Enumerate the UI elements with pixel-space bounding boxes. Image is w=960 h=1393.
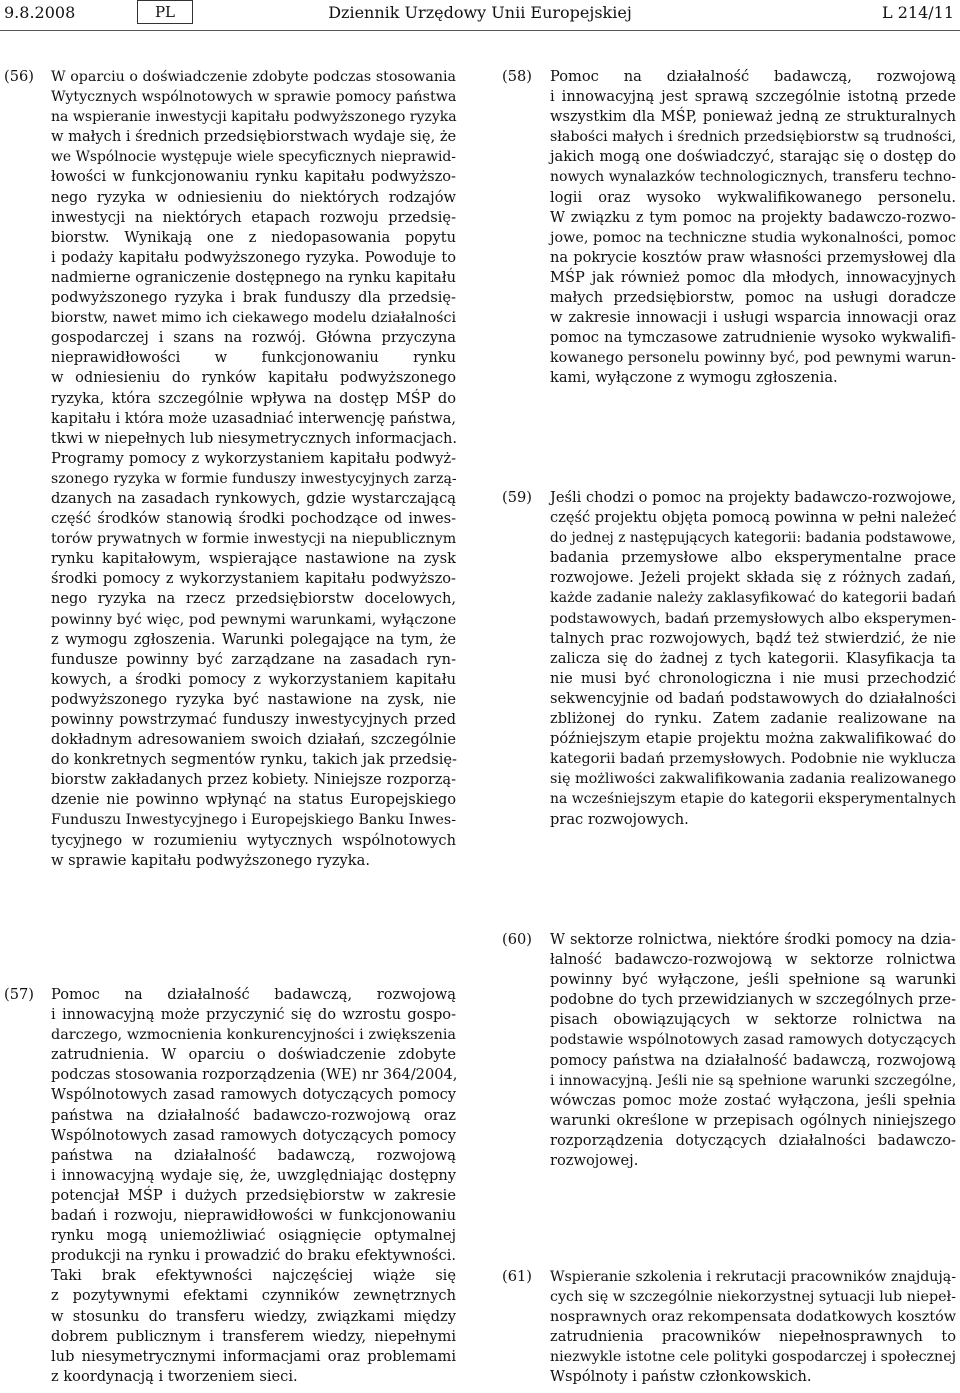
recital-number: (60) <box>502 931 532 948</box>
recital-text <box>550 930 956 1171</box>
text-line: dzenie nie powinno wpłynąć na status Europejskiego <box>51 791 456 809</box>
text-line: zbliżonej do rynku. Zatem zadanie realizowane na <box>550 710 956 728</box>
text-line: do konkretnych segmentów rynku, takich jak przedsię- <box>51 751 457 769</box>
text-line: pomocy państwa na działalność badawczą, rozwojową <box>550 1051 956 1069</box>
text-line: Wspólnotowych zasad ramowych dotyczących pomocy <box>51 1086 456 1104</box>
text-line: Wytycznych wspólnotowych w sprawie pomocy państwa <box>51 89 457 106</box>
text-line: na pokrycie kosztów praw własności przemysłowej dla <box>550 248 956 266</box>
text-line: zatrudnienia. W oparciu o doświadczenie zdobyte <box>51 1046 456 1064</box>
text-line: Funduszu Inwestycyjnego i Europejskiego Banku Inwes- <box>51 812 456 829</box>
text-line: w sprawie kapitału podwyższonego ryzyka. <box>51 851 370 869</box>
text-line: łowości w funkcjonowaniu rynku kapitału podwyższo- <box>51 168 456 186</box>
text-line: podstawowych, badań przemysłowych albo eksperymen- <box>550 610 957 627</box>
text-line: dokładnym adresowaniem swoich działań, szczególnie <box>51 731 456 749</box>
recital-number: (58) <box>502 68 532 85</box>
text-line: rynku kapitałowym, wspierające nastawione na zysk <box>51 550 456 568</box>
text-line: gospodarczej i szans na rozwój. Główna przyczyna <box>51 329 456 347</box>
text-line: i podaży kapitału podwyższonego ryzyka. Powoduje to <box>51 248 456 266</box>
text-line: Wspólnotowych zasad ramowych dotyczących pomocy <box>51 1126 456 1144</box>
text-line: wszystkim dla MŚP, ponieważ jedną ze strukturalnych <box>550 108 956 126</box>
recital-number: (61) <box>502 1268 532 1285</box>
text-line: jowe, pomoc na techniczne studia wykonalności, pomoc <box>550 229 956 246</box>
page-header <box>0 0 960 34</box>
text-line: talnych prac rozwojowych, bądź też stwierdzić, że nie <box>550 629 956 647</box>
text-line: warunki określone w przepisach ogólnych niniejszego <box>550 1111 956 1129</box>
text-line: powinny być wyłączone, jeśli spełnione są warunki <box>550 971 956 989</box>
recital-text <box>550 488 956 830</box>
text-line: potencjał MŚP i dużych przedsiębiorstw w zakresie <box>51 1186 456 1204</box>
text-line: kowanego personelu powinny być, pod pewnymi warun- <box>550 350 956 367</box>
text-line: biorstw. Wynikają one z niedopasowania popytu <box>51 228 456 246</box>
text-line: Pomoc na działalność badawczą, rozwojową <box>51 986 456 1003</box>
text-line: powinny powstrzymać funduszy inwestycyjnych przed <box>51 711 456 728</box>
text-line: fundusze powinny być zarządzane na zasadach ryn- <box>51 650 456 668</box>
text-line: powinny być więc, pod pewnymi warunkami, wyłączone <box>51 611 457 628</box>
text-line: rynku mogą uniemożliwiać osiągnięcie optymalnej <box>51 1227 456 1245</box>
text-line: cych się w szczególnie niekorzystnej sytuacji lub niepeł- <box>550 1289 956 1306</box>
text-line: ryzyka, która szczególnie wpływa na dostęp MŚP do <box>51 389 456 407</box>
text-line: wówczas pomoc może zostać wyłączona, jeśli spełnia <box>550 1091 956 1109</box>
text-line: badania przemysłowe albo eksperymentalne prace <box>550 549 956 567</box>
text-line: inwestycji na niektórych etapach rozwoju przedsię- <box>51 208 456 226</box>
text-line: część projektu objęta pomocą powinna w pełni należeć <box>550 509 957 527</box>
text-line: kowych, a środki pomocy z wykorzystaniem kapitału <box>51 670 456 688</box>
text-line: zatrudnienia pracowników niepełnosprawnych to <box>550 1328 956 1346</box>
text-line: torów prywatnych w formie inwestycji na niepublicznym <box>51 531 457 548</box>
language-box: PL <box>137 0 193 24</box>
text-line: kami, wyłączone z wymogu zgłoszenia. <box>550 369 838 387</box>
text-line: późniejszym etapie projektu można zakwalifikować do <box>550 730 956 748</box>
text-line: Wspólnoty i państw członkowskich. <box>550 1368 812 1386</box>
text-line: prac rozwojowych. <box>550 810 689 828</box>
text-line: badań i rozwoju, nieprawidłowości w funkcjonowaniu <box>51 1207 456 1225</box>
text-line: i innowacyjną jest sprawą szczególnie istotną przede <box>550 88 956 106</box>
text-line: nosprawnych oraz rekompensata dodatkowych kosztów <box>550 1309 957 1326</box>
text-line: tkwi w niepełnych lub niesymetrycznych informacjach. <box>51 429 458 447</box>
text-line: nowych wynalazków technologicznych, transferu techno- <box>550 169 956 186</box>
text-line: kapitału i która może uzasadniać interwencję państwa, <box>51 410 456 427</box>
recital-text <box>550 1267 956 1388</box>
text-line: rozporządzenia dotyczących działalności badawczo- <box>550 1131 956 1149</box>
text-line: z koordynacją i tworzeniem sieci. <box>51 1367 298 1385</box>
text-line: w małych i średnich przedsiębiorstwach wydaje się, że <box>51 128 457 146</box>
text-line: dobrem publicznym i transferem wiedzy, niepełnymi <box>51 1327 456 1345</box>
text-line: na wcześniejszym etapie do kategorii eksperymentalnych <box>550 791 957 808</box>
recital-number: (59) <box>502 489 532 506</box>
text-line: niezwykle istotne cele polityki gospodarczej i społecznej <box>550 1349 956 1366</box>
text-line: W związku z tym pomoc na projekty badawczo-rozwo- <box>550 208 956 226</box>
header-rule <box>0 30 960 31</box>
text-line: pomoc na tymczasowe zatrudnienie wysoko wykwalifi- <box>550 329 956 347</box>
text-line: dzanych na zasadach rynkowych, gdzie wystarczającą <box>51 489 456 507</box>
recital-text <box>51 67 456 871</box>
text-line: i innowacyjną może przyczynić się do wzrostu gospo- <box>51 1006 456 1024</box>
text-line: podwyższonego ryzyka i brak funduszy dla przedsię- <box>51 289 456 307</box>
text-line: podobne do tych przewidzianych w szczególnych prze- <box>550 991 956 1009</box>
text-line: tycyjnego w rozumieniu wytycznych wspólnotowych <box>51 831 456 849</box>
text-line: każde zadanie należy zaklasyfikować do kategorii badań <box>550 590 956 607</box>
text-line: produkcji na rynku i prowadzić do braku efektywności. <box>51 1248 456 1265</box>
text-line: logii oraz wysoko wykwalifikowanego personelu. <box>550 188 956 206</box>
text-line: i innowacyjną. Jeśli nie są spełnione warunki szczególne, <box>550 1072 957 1089</box>
text-line: państwa na działalność badawczo-rozwojową oraz <box>51 1106 456 1124</box>
text-line: się możliwości zakwalifikowania zadania realizowanego <box>550 771 957 788</box>
text-line: zalicza się do żadnej z tych kategorii. Klasyfikacja ta <box>550 649 956 667</box>
recital-text <box>550 67 956 389</box>
text-line: pisach obowiązujących w sektorze rolnictwa na <box>550 1011 956 1029</box>
text-line: nadmierne ograniczenie dostępnego na rynku kapitału <box>51 268 456 286</box>
recital-number: (56) <box>4 68 34 85</box>
text-line: nieprawidłowości w funkcjonowaniu rynku <box>51 349 456 367</box>
text-line: rozwojowej. <box>550 1152 639 1170</box>
text-line: Wspieranie szkolenia i rekrutacji pracowników znajdują- <box>550 1269 956 1285</box>
text-line: podwyższonego ryzyka być nastawione na zysk, nie <box>51 690 456 708</box>
text-line: Taki brak efektywności najczęściej wiąże się <box>51 1267 456 1285</box>
text-line: kategorii badań przemysłowych. Podobnie nie wyklucza <box>550 751 956 768</box>
publication-date: 9.8.2008 <box>4 3 76 22</box>
text-line: do jednej z następujących kategorii: badania podstawowe, <box>550 530 956 547</box>
text-line: darczego, wzmocnienia konkurencyjności i zwiększenia <box>51 1027 456 1044</box>
text-line: środki pomocy z wykorzystaniem kapitału podwyższo- <box>51 570 456 588</box>
text-line: łalność badawczo-rozwojową w sektorze rolnictwa <box>550 951 956 969</box>
text-line: biorstw zakładanych przez kobiety. Niniejsze rozporzą- <box>51 772 456 789</box>
text-line: nego ryzyka na rzecz przedsiębiorstw docelowych, <box>51 590 456 608</box>
text-line: podstawie wspólnotowych zasad ramowych dotyczących <box>550 1032 956 1049</box>
text-line: MŚP jak również pomoc dla młodych, innowacyjnych <box>550 268 956 286</box>
text-line: państwa na działalność badawczą, rozwojową <box>51 1146 456 1164</box>
text-line: małych przedsiębiorstw, pomoc na usługi doradcze <box>550 289 956 307</box>
text-line: nego ryzyka w odniesieniu do niektórych rodzajów <box>51 188 456 206</box>
text-line: rozwojowe. Jeżeli projekt składa się z różnych zadań, <box>550 569 956 587</box>
text-line: jakich mogą one doświadczyć, starając się o dostęp do <box>550 148 956 166</box>
text-line: sekwencyjnie od badań podstawowych do działalności <box>550 689 956 707</box>
text-line: słabości małych i średnich przedsiębiorstw są trudności, <box>550 129 957 146</box>
text-line: Programy pomocy z wykorzystaniem kapitału podwyż- <box>51 449 456 467</box>
text-line: na wspieranie inwestycji kapitału podwyższonego ryzyka <box>51 109 457 126</box>
text-line: we Wspólnocie występuje wiele specyficznych nieprawid- <box>51 149 456 166</box>
recital-text <box>51 985 456 1387</box>
text-line: biorstw, nawet mimo ich ciekawego modelu działalności <box>51 310 457 327</box>
text-line: i innowacyjną wydaje się, że, uwzględniając dostępny <box>51 1166 456 1184</box>
text-line: część środków stanowią środki pochodzące od inwes- <box>51 510 456 528</box>
text-line: w stosunku do transferu wiedzy, związkami między <box>51 1307 456 1325</box>
text-line: Pomoc na działalność badawczą, rozwojową <box>550 68 956 85</box>
journal-title: Dziennik Urzędowy Unii Europejskiej <box>328 3 632 22</box>
text-line: W sektorze rolnictwa, niektóre środki pomocy na dzia- <box>550 931 956 948</box>
text-line: nie musi być chronologiczna i nie musi przechodzić <box>550 669 956 687</box>
text-line: W oparciu o doświadczenie zdobyte podczas stosowania <box>51 69 456 85</box>
text-line: z wymogu zgłoszenia. Warunki polegające na tym, że <box>51 630 456 648</box>
text-line: Jeśli chodzi o pomoc na projekty badawczo-rozwojowe, <box>550 489 957 506</box>
text-line: w odniesieniu do rynków kapitału podwyższonego <box>51 369 456 387</box>
text-line: w zakresie innowacji i usługi wsparcia innowacji oraz <box>550 309 956 327</box>
text-line: z pozytywnymi efektami czynników zewnętrznych <box>51 1287 456 1305</box>
text-line: lub niesymetrycznymi informacjami oraz problemami <box>51 1347 456 1365</box>
text-line: szonego ryzyka w formie funduszy inwestycyjnych zarzą- <box>51 470 457 487</box>
text-line: podczas stosowania rozporządzenia (WE) nr 364/2004, <box>51 1066 458 1084</box>
page-reference: L 214/11 <box>882 3 954 22</box>
recital-number: (57) <box>4 986 34 1003</box>
